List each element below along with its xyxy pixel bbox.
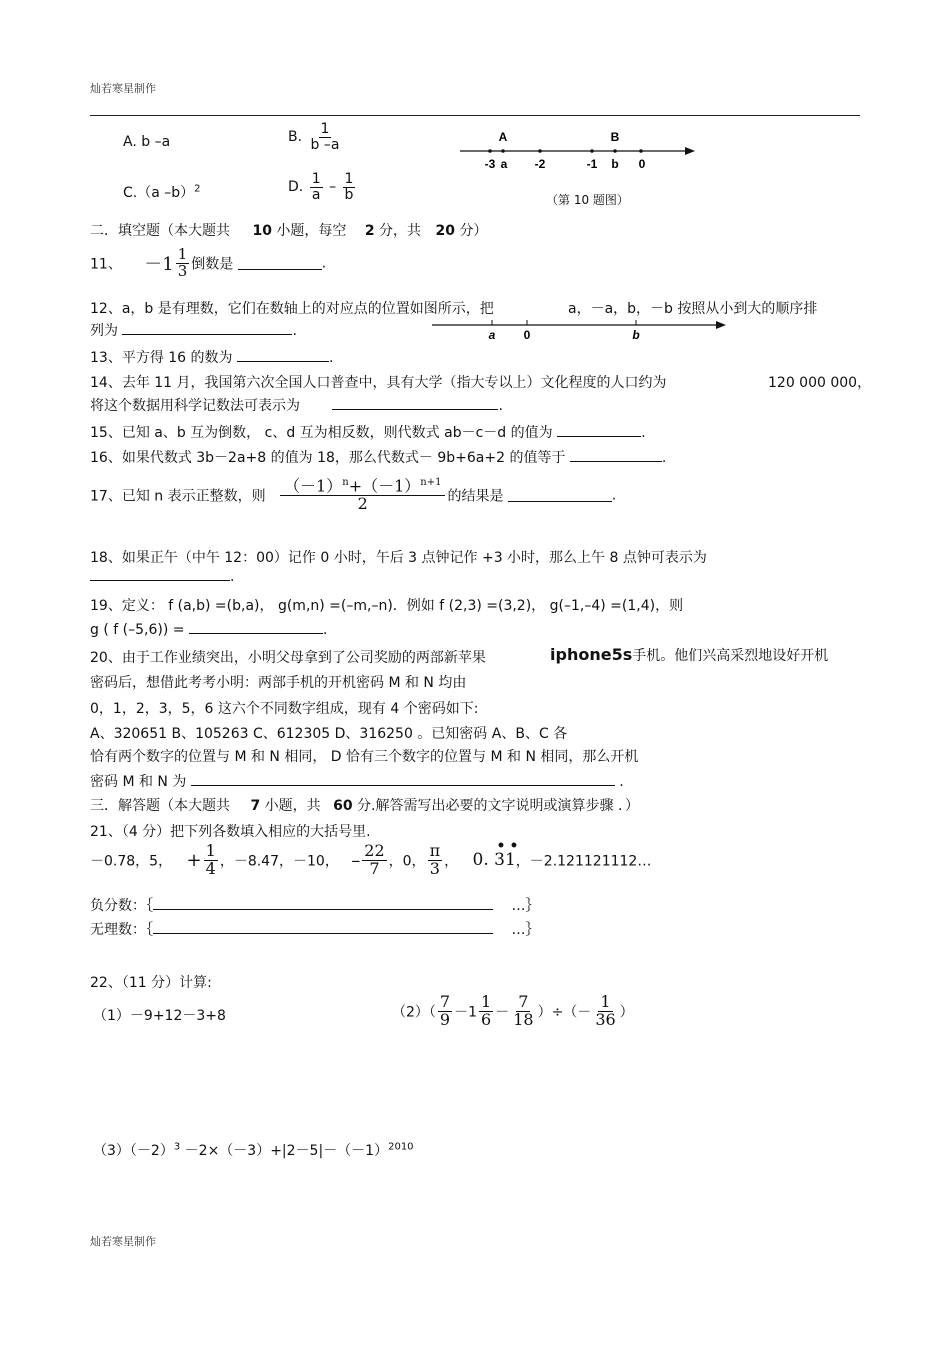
tick-label: -3	[484, 157, 496, 171]
point-label-a: A	[498, 130, 508, 144]
exponent: n	[342, 477, 349, 488]
exponent: 3	[173, 1141, 181, 1153]
fraction-numerator: 7	[439, 992, 451, 1011]
answer-blank[interactable]	[122, 322, 292, 335]
section-heading-text: 二．填空题（本大题共	[90, 223, 230, 239]
category-label: 无理数：｛	[90, 922, 153, 938]
section-heading-text: 小题，每空	[276, 223, 347, 239]
arrow-head-icon	[685, 147, 695, 155]
exponent: n+1	[420, 477, 442, 488]
fraction	[511, 994, 535, 1029]
question-22-part-1: （1）－9+12－3+8	[93, 1008, 226, 1024]
total-points: 60	[333, 798, 353, 814]
q10-option-d-label: D.	[288, 179, 304, 196]
question-11: 11、 －1 $\frac{1}{3}$ 倒数是 .	[90, 245, 327, 280]
brace-close: …｝	[511, 898, 540, 914]
page-header: 灿若寒星制作	[90, 82, 156, 95]
question-text: 手机。他们兴高采烈地设好开机	[632, 648, 829, 664]
answer-blank[interactable]	[191, 773, 615, 786]
q10-option-b	[288, 122, 343, 152]
question-22-title: 22、（11 分）计算:	[90, 975, 212, 991]
question-14-line-1: 14、去年 11 月，我国第六次全国人口普查中，具有大学（指大专以上）文化程度的人口约为	[90, 375, 667, 391]
fraction-denominator: 36	[595, 1009, 616, 1029]
brand-name: iphone5s	[550, 645, 633, 664]
question-20-line-1-cont	[550, 645, 828, 665]
question-text: 15、已知 a、b 互为倒数， c、d 互为相反数，则代数式 ab－c－d 的值为	[90, 425, 553, 441]
answer-blank[interactable]	[238, 257, 322, 270]
question-20-line-3: 0，1，2，3，5，6 这六个不同数字组成，现有 4 个密码如下:	[90, 701, 479, 717]
question-count: 10	[252, 223, 272, 239]
fraction-numerator: 22	[364, 841, 385, 860]
points-each: 2	[364, 223, 375, 239]
section-heading-text: 小题，共	[264, 798, 321, 814]
expression-text: ）	[619, 1004, 634, 1021]
answer-blank[interactable]	[332, 397, 498, 410]
answer-blank[interactable]	[237, 349, 329, 362]
fraction-denominator: b –a	[310, 136, 340, 153]
q10-option-c	[123, 182, 201, 202]
brace-close: …｝	[511, 922, 540, 938]
number-list: ，	[444, 853, 459, 870]
q10-figure-caption: （第 10 题图）	[546, 193, 629, 207]
point-label-b: B	[610, 130, 620, 144]
question-text: 密码 M 和 N 为	[90, 774, 187, 790]
question-12-line-1: 12、a，b 是有理数，它们在数轴上的对应点的位置如图所示，把	[90, 301, 494, 317]
arrow-head-icon	[716, 321, 726, 329]
term: +（－1）	[348, 476, 421, 496]
q10-option-a: A. b –a	[123, 134, 171, 150]
question-text: 16、如果代数式 3b－2a+8 的值为 18，那么代数式－ 9b+6a+2 的值等于	[90, 450, 566, 466]
tick-dot	[501, 149, 505, 153]
tick-label-zero: 0	[523, 328, 531, 342]
question-text: 列为	[90, 323, 118, 339]
question-17: 17、已知 n 表示正整数，则 $\frac{(-1)^n+(-1)^{n+1}}{2}$ 的结果是 .	[90, 476, 617, 514]
question-number: 11、	[90, 256, 122, 273]
answer-blank[interactable]	[570, 449, 662, 462]
section-heading-text: 分，共	[379, 223, 422, 239]
q17-fraction	[280, 478, 445, 513]
q10-option-d-fraction-1	[310, 172, 323, 202]
question-18-line-1: 18、如果正午（中午 12：00）记作 0 小时，午后 3 点钟记作 +3 小时，那么上午 8 点钟可表示为	[90, 550, 707, 566]
fraction-denominator: 9	[439, 1009, 451, 1029]
negative-fractions-row	[90, 895, 539, 915]
tick-dot	[488, 149, 492, 153]
question-text: 的结果是	[447, 488, 504, 505]
answer-blank[interactable]	[189, 621, 323, 634]
question-19-line-1: 19、定义： f (a,b) =(b,a)， g(m,n) =(–m,–n)．例如 f (2,3) =(3,2)， g(–1,–4) =(1,4)，则	[90, 598, 684, 614]
answer-blank[interactable]	[153, 921, 493, 934]
section-heading-text: 三．解答题（本大题共	[90, 798, 230, 814]
tick-dot	[538, 149, 542, 153]
question-13: 13、平方得 16 的数为 .	[90, 350, 334, 366]
tick-dot	[613, 149, 617, 153]
number-list: －0.78，5，	[90, 853, 173, 870]
question-20-line-5: 恰有两个数字的位置与 M 和 N 相同， D 恰有三个数字的位置与 M 和 N 相同，那么开机	[90, 749, 639, 765]
fraction-denominator: 6	[481, 1009, 492, 1029]
page-footer: 灿若寒星制作	[90, 1235, 156, 1248]
question-20-line-1: 20、由于工作业绩突出，小明父母拿到了公司奖励的两部新苹果	[90, 650, 486, 666]
q10-option-c-text: C.（a –b）	[123, 185, 195, 201]
header-divider	[90, 115, 860, 116]
sign: –	[351, 849, 361, 871]
fraction	[479, 994, 493, 1029]
tick-label-b: b	[632, 328, 640, 342]
fraction-denominator: 3	[177, 261, 188, 280]
repeating-decimal	[472, 838, 523, 871]
fraction-numerator: 1	[177, 245, 188, 263]
expression-text: ）÷（－	[537, 1004, 592, 1021]
fraction	[593, 994, 617, 1029]
fraction	[362, 843, 386, 878]
expression-text: （2）（	[392, 1004, 436, 1021]
expression-text: （3）（－2）	[93, 1143, 174, 1159]
term: （－1）	[284, 476, 343, 496]
total-points: 20	[435, 223, 455, 239]
expression-text: －	[495, 1004, 510, 1021]
q10-option-d-fraction-2	[343, 172, 356, 202]
fraction-denominator: 4	[205, 858, 216, 878]
tick-dot	[590, 149, 594, 153]
q10-option-b-label: B.	[288, 129, 303, 146]
answer-blank[interactable]	[90, 568, 230, 581]
fraction-numerator: π	[429, 841, 441, 860]
fraction-numerator: 1	[320, 121, 330, 137]
expression-text: －1	[454, 1004, 478, 1021]
tick-dot	[639, 149, 643, 153]
q10-number-line-figure	[455, 126, 705, 178]
question-22-part-3	[93, 1140, 414, 1160]
fraction-numerator: 1	[344, 171, 354, 187]
minus-sign: –	[329, 179, 337, 196]
question-12-line-2: 列为 .	[90, 323, 297, 339]
number-list: ，0，	[388, 853, 426, 870]
tick-label: -1	[586, 157, 598, 171]
fraction-numerator: 1	[481, 992, 492, 1011]
question-text: 17、已知 n 表示正整数，则	[90, 488, 266, 505]
fraction	[438, 994, 452, 1029]
fraction-denominator: 2	[357, 494, 368, 514]
section-heading-text: 分）	[459, 223, 488, 239]
fraction-denominator: a	[311, 186, 321, 203]
fraction-denominator: 7	[369, 858, 380, 878]
question-20-line-2: 密码后，想借此考考小明：两部手机的开机密码 M 和 N 均由	[90, 675, 467, 691]
question-15: 15、已知 a、b 互为倒数， c、d 互为相反数，则代数式 ab－c－d 的值为 .	[90, 425, 646, 441]
irrational-numbers-row	[90, 919, 539, 939]
sign: +	[186, 849, 202, 871]
question-22-part-2	[392, 994, 634, 1029]
question-21-title: 21、（4 分）把下列各数填入相应的大括号里.	[90, 824, 371, 840]
question-20-line-4: A、320651 B、105263 C、612305 D、316250 。已知密码 A、B、C 各	[90, 726, 568, 742]
question-20-line-6: 密码 M 和 N 为 .	[90, 774, 624, 790]
q12-number-line-figure	[430, 315, 730, 343]
fraction-numerator: 1	[311, 171, 321, 187]
question-text: 倒数是	[191, 256, 234, 273]
expression-text: －2×（－3）+|2－5|－（－1）	[184, 1143, 389, 1159]
fraction-numerator: 1	[600, 992, 611, 1011]
section-3-heading	[90, 795, 639, 815]
question-19-line-2: g ( f (–5,6)) = .	[90, 622, 328, 638]
question-text: g ( f (–5,6)) =	[90, 622, 185, 638]
tick-label-a: a	[488, 328, 496, 342]
fraction	[204, 843, 218, 878]
question-16: 16、如果代数式 3b－2a+8 的值为 18，那么代数式－ 9b+6a+2 的值等于 .	[90, 450, 667, 466]
question-text: 将这个数据用科学记数法可表示为	[90, 398, 300, 414]
q10-option-b-fraction	[309, 122, 342, 152]
repeat-dots-icon: ••	[496, 838, 523, 855]
fraction-denominator: 3	[429, 858, 440, 878]
answer-blank[interactable]	[557, 424, 641, 437]
question-12-line-1-cont: a，－a，b，－b 按照从小到大的顺序排	[568, 301, 818, 317]
answer-blank[interactable]	[508, 489, 612, 502]
question-18-line-2: .	[90, 568, 234, 585]
mixed-number-whole: －1	[144, 254, 174, 276]
tick-label: a	[500, 157, 508, 171]
fraction-numerator: 7	[518, 992, 529, 1011]
exponent: 2010	[388, 1141, 414, 1153]
category-label: 负分数：｛	[90, 898, 153, 914]
tick-label: b	[611, 157, 619, 171]
question-21-numbers	[90, 838, 652, 878]
number-list: ，－8.47，－10，	[219, 853, 339, 870]
fraction	[428, 843, 443, 878]
answer-blank[interactable]	[153, 897, 493, 910]
question-text: 13、平方得 16 的数为	[90, 350, 233, 366]
tick-label: -2	[534, 157, 546, 171]
question-count: 7	[250, 798, 261, 814]
fraction-numerator: 1	[205, 841, 216, 860]
q10-option-d	[288, 172, 357, 202]
fraction-denominator: b	[344, 186, 354, 203]
number-list: ，－2.121121112…	[515, 853, 652, 870]
question-14-line-2: 将这个数据用科学记数法可表示为 .	[90, 398, 503, 414]
exponent: 2	[194, 183, 201, 195]
section-2-heading	[90, 220, 487, 240]
tick-label: 0	[638, 157, 646, 171]
section-heading-text: 分.解答需写出必要的文字说明或演算步骤 ．）	[357, 798, 639, 814]
question-14-line-1-cont: 120 000 000，	[768, 375, 872, 391]
fraction-denominator: 18	[513, 1009, 534, 1029]
repeating-decimal-value: 0. 31	[472, 850, 516, 871]
mixed-number-fraction	[176, 247, 190, 280]
